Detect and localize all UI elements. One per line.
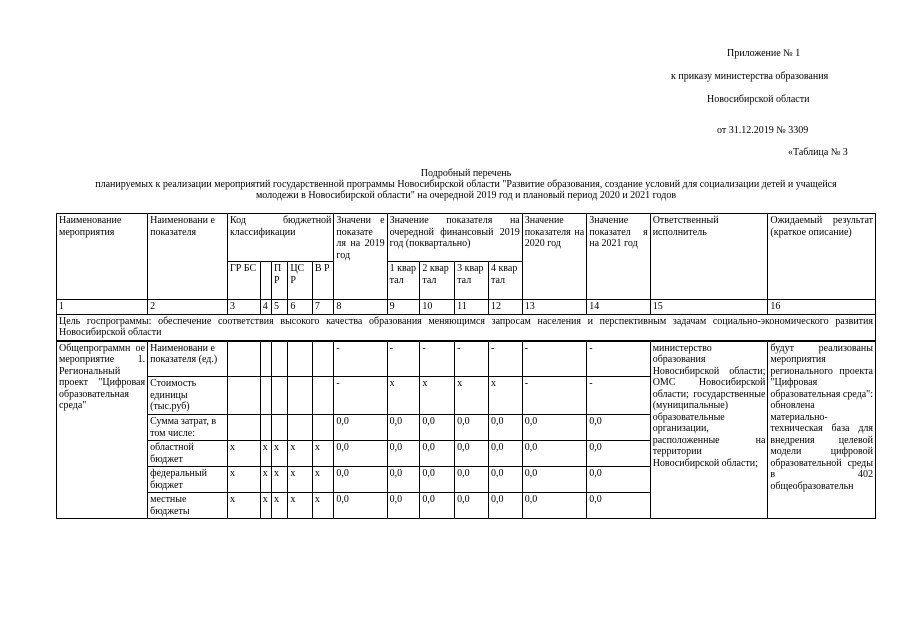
column-number: 13	[522, 300, 586, 315]
result-text: будут реализованы мероприятия регионального проекта "Цифровая образовательная среда": обновлена материально-техническая база для внедрения целевой модели цифровой образовательной среды в 402 общеобразовательн	[768, 341, 876, 519]
column-number: 2	[148, 300, 228, 315]
col-header-q3: 3 квар тал	[455, 262, 489, 300]
budget-code-cell	[271, 341, 287, 377]
column-number: 3	[227, 300, 260, 315]
quarter-cell: 0,0	[420, 493, 455, 519]
value-2021-cell: 0,0	[587, 493, 650, 519]
quarter-cell: -	[387, 341, 420, 377]
quarter-cell: 0,0	[387, 441, 420, 467]
quarter-cell: 0,0	[420, 467, 455, 493]
col-header-q2: 2 квар тал	[420, 262, 455, 300]
quarter-cell: 0,0	[488, 441, 522, 467]
value-2020-cell: 0,0	[522, 467, 586, 493]
quarter-cell: 0,0	[488, 467, 522, 493]
col-header-empty	[260, 262, 271, 300]
col-header-pr: П Р	[271, 262, 287, 300]
quarter-cell: 0,0	[455, 467, 489, 493]
quarter-cell: -	[420, 341, 455, 377]
appendix-label: Приложение № 1	[727, 48, 801, 59]
quarter-cell: 0,0	[420, 441, 455, 467]
indicator-name: Наименовани е показателя (ед.)	[148, 341, 228, 377]
budget-code-cell: х	[271, 467, 287, 493]
col-header-q4: 4 квар тал	[488, 262, 522, 300]
table-title: Подробный перечень	[420, 168, 512, 179]
quarter-cell: 0,0	[455, 493, 489, 519]
col-header-indicator: Наименовани е показателя	[148, 214, 228, 300]
budget-code-cell	[260, 415, 271, 441]
col-header-q1: 1 квар тал	[387, 262, 420, 300]
budget-code-cell: х	[260, 441, 271, 467]
quarter-cell: 0,0	[387, 493, 420, 519]
quarter-cell: 0,0	[387, 415, 420, 441]
budget-code-cell	[227, 341, 260, 377]
column-number: 16	[768, 300, 876, 315]
col-header-value-2019: Значени е показате ля на 2019 год	[334, 214, 387, 300]
column-number: 12	[488, 300, 522, 315]
budget-code-cell	[271, 377, 287, 415]
quarter-cell: х	[455, 377, 489, 415]
event-name: Общепрограммн ое мероприятие 1. Региональный проект "Цифровая образовательная среда"	[57, 341, 148, 519]
value-2019-cell: 0,0	[334, 441, 387, 467]
value-2019-cell: -	[334, 377, 387, 415]
budget-code-cell: х	[271, 441, 287, 467]
table-subtitle-2: молодежи в Новосибирской области" на очередной 2019 год и плановый период 2020 и 2021 годов	[255, 190, 677, 201]
value-2020-cell: -	[522, 341, 586, 377]
budget-code-cell: х	[288, 493, 313, 519]
budget-code-cell	[260, 377, 271, 415]
indicator-name: федеральный бюджет	[148, 467, 228, 493]
value-2021-cell: 0,0	[587, 441, 650, 467]
column-number: 15	[650, 300, 768, 315]
value-2021-cell: 0,0	[587, 467, 650, 493]
quarter-cell: х	[488, 377, 522, 415]
events-table	[56, 213, 876, 519]
quarter-cell: 0,0	[488, 415, 522, 441]
column-number: 9	[387, 300, 420, 315]
value-2019-cell: -	[334, 341, 387, 377]
value-2020-cell: 0,0	[522, 441, 586, 467]
value-2019-cell: 0,0	[334, 415, 387, 441]
budget-code-cell: х	[260, 467, 271, 493]
quarter-cell: -	[488, 341, 522, 377]
budget-code-cell: х	[271, 493, 287, 519]
budget-code-cell: х	[227, 493, 260, 519]
column-numbers-row	[57, 300, 876, 315]
budget-code-cell	[227, 377, 260, 415]
indicator-name: Сумма затрат, в том числе:	[148, 415, 228, 441]
quarter-cell: х	[420, 377, 455, 415]
order-date: от 31.12.2019 № 3309	[717, 125, 809, 136]
table-number: «Таблица № 3	[788, 147, 848, 158]
quarter-cell: 0,0	[455, 441, 489, 467]
indicator-name: областной бюджет	[148, 441, 228, 467]
budget-code-cell	[288, 377, 313, 415]
budget-code-cell: х	[312, 441, 334, 467]
column-number: 14	[587, 300, 650, 315]
column-number: 5	[271, 300, 287, 315]
value-2020-cell: 0,0	[522, 415, 586, 441]
quarter-cell: -	[455, 341, 489, 377]
value-2020-cell: 0,0	[522, 493, 586, 519]
budget-code-cell	[312, 377, 334, 415]
column-number: 8	[334, 300, 387, 315]
quarter-cell: 0,0	[387, 467, 420, 493]
region-label: Новосибирской области	[707, 94, 810, 105]
budget-code-cell: х	[312, 467, 334, 493]
column-number: 7	[312, 300, 334, 315]
col-header-value-2021: Значение показател я на 2021 год	[587, 214, 650, 300]
quarter-cell: 0,0	[488, 493, 522, 519]
quarter-cell: х	[387, 377, 420, 415]
budget-code-cell	[288, 341, 313, 377]
column-number: 6	[288, 300, 313, 315]
quarter-cell: 0,0	[420, 415, 455, 441]
col-header-value-2020: Значение показателя на 2020 год	[522, 214, 586, 300]
program-goal: Цель госпрограммы: обеспечение соответствия высокого качества образования меняющимся запросам населения и перспективным задачам социально-экономического развития Новосибирской области	[57, 314, 876, 341]
budget-code-cell: х	[288, 467, 313, 493]
budget-code-cell: х	[312, 493, 334, 519]
col-header-budget-code: Код бюджетной классификации	[227, 214, 333, 262]
indicator-name: Стоимость единицы (тыс.руб)	[148, 377, 228, 415]
executor-text: министерство образования Новосибирской области; ОМС Новосибирской области; государственные (муниципальные) образовательные организации, расположенные на территории Новосибирской области;	[650, 341, 768, 519]
budget-code-cell	[260, 341, 271, 377]
budget-code-cell	[312, 341, 334, 377]
col-header-event: Наименование мероприятия	[57, 214, 148, 300]
budget-code-cell	[312, 415, 334, 441]
value-2019-cell: 0,0	[334, 467, 387, 493]
budget-code-cell: х	[227, 467, 260, 493]
col-header-grbs: ГР БС	[227, 262, 260, 300]
value-2019-cell: 0,0	[334, 493, 387, 519]
budget-code-cell: х	[227, 441, 260, 467]
col-header-csr: ЦС Р	[288, 262, 313, 300]
col-header-quarterly: Значение показателя на очередной финансовый 2019 год (поквартально)	[387, 214, 522, 262]
indicator-name: местные бюджеты	[148, 493, 228, 519]
column-number: 1	[57, 300, 148, 315]
value-2021-cell: 0,0	[587, 415, 650, 441]
budget-code-cell: х	[260, 493, 271, 519]
budget-code-cell	[227, 415, 260, 441]
budget-code-cell	[288, 415, 313, 441]
value-2021-cell: -	[587, 377, 650, 415]
value-2020-cell: -	[522, 377, 586, 415]
col-header-vr: В Р	[312, 262, 334, 300]
table-subtitle-1: планируемых к реализации мероприятий государственной программы Новосибирской области "Развитие образования, создание условий для социализации детей и учащейся	[95, 179, 837, 190]
column-number: 11	[455, 300, 489, 315]
quarter-cell: 0,0	[455, 415, 489, 441]
table-row	[57, 341, 876, 377]
column-number: 10	[420, 300, 455, 315]
budget-code-cell: х	[288, 441, 313, 467]
order-reference: к приказу министерства образования	[671, 71, 829, 82]
col-header-result: Ожидаемый результат (краткое описание)	[768, 214, 876, 300]
column-number: 4	[260, 300, 271, 315]
budget-code-cell	[271, 415, 287, 441]
col-header-executor: Ответственный исполнитель	[650, 214, 768, 300]
value-2021-cell: -	[587, 341, 650, 377]
